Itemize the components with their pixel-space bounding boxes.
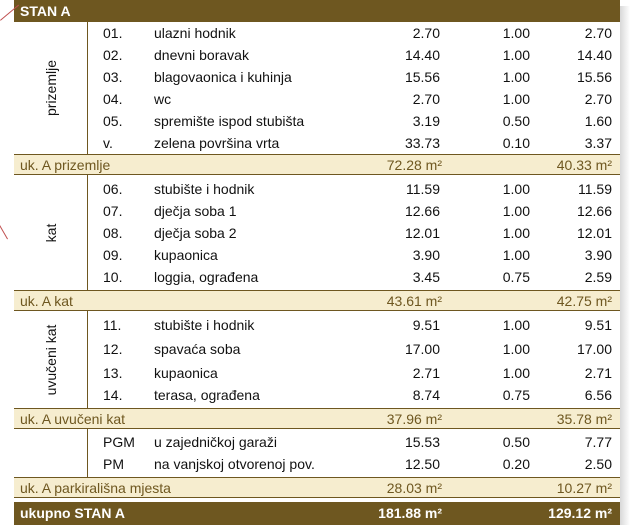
- room-total: 2.70: [584, 91, 612, 107]
- row-number: 13.: [103, 365, 123, 381]
- room-area: 2.71: [412, 365, 440, 381]
- room-name: spremište ispod stubišta: [154, 113, 305, 129]
- room-coefficient: 1.00: [502, 181, 530, 197]
- room-name: spavaća soba: [154, 341, 241, 357]
- section-label-text: prizemlje: [42, 59, 59, 117]
- row-number: 11.: [103, 317, 122, 333]
- room-area: 33.73: [404, 135, 440, 151]
- subtotal-total: 35.78 m²: [556, 411, 612, 427]
- room-total: 2.50: [584, 456, 612, 472]
- room-coefficient: 0.75: [502, 387, 530, 403]
- row-number: 02.: [103, 47, 123, 63]
- room-coefficient: 1.00: [502, 317, 530, 333]
- room-total: 3.37: [584, 135, 612, 151]
- room-total: 14.40: [576, 47, 612, 63]
- subtotal-label: uk. A prizemlje: [20, 157, 111, 173]
- room-name: dnevni boravak: [154, 47, 249, 63]
- room-name: wc: [154, 91, 172, 107]
- table-row: [88, 384, 620, 406]
- room-area-table: [14, 0, 620, 525]
- section-label-prizemlje: [14, 22, 88, 154]
- subtotal-total: 10.27 m²: [556, 480, 612, 496]
- room-area: 12.01: [404, 225, 440, 241]
- section-label-parking: [14, 429, 88, 477]
- row-number: 04.: [103, 91, 123, 107]
- room-area: 2.70: [412, 91, 440, 107]
- room-coefficient: 1.00: [502, 91, 530, 107]
- row-number: 05.: [103, 113, 123, 129]
- subtotal-total: 40.33 m²: [556, 157, 612, 173]
- table-row: [88, 314, 620, 336]
- grand-total-label: ukupno STAN A: [20, 505, 125, 521]
- row-number: 10.: [103, 269, 123, 285]
- room-total: 12.01: [576, 225, 612, 241]
- room-name: ulazni hodnik: [154, 25, 236, 41]
- subtotal-row-prizemlje: [14, 154, 620, 175]
- table-row: [88, 66, 620, 88]
- table-row: [88, 110, 620, 132]
- row-number: 08.: [103, 225, 123, 241]
- room-area: 15.53: [404, 434, 440, 450]
- room-name: stubište i hodnik: [154, 317, 255, 333]
- row-number: 03.: [103, 69, 123, 85]
- row-number: 06.: [103, 181, 123, 197]
- room-total: 12.66: [576, 203, 612, 219]
- room-coefficient: 1.00: [502, 47, 530, 63]
- leader-line: [0, 225, 8, 239]
- subtotal-area: 43.61 m²: [386, 293, 442, 309]
- subtotal-area: 28.03 m²: [386, 480, 442, 496]
- room-area: 14.40: [404, 47, 440, 63]
- room-coefficient: 1.00: [502, 225, 530, 241]
- room-coefficient: 1.00: [502, 341, 530, 357]
- table-row: [88, 266, 620, 288]
- room-name: kupaonica: [154, 247, 218, 263]
- room-area: 3.19: [412, 113, 440, 129]
- section-label-uvuceni-kat: [14, 311, 88, 408]
- room-name: dječja soba 1: [154, 203, 237, 219]
- room-coefficient: 0.20: [502, 456, 530, 472]
- table-row: [88, 88, 620, 110]
- section-label-text: uvučeni kat: [42, 324, 59, 395]
- room-area: 8.74: [412, 387, 440, 403]
- subtotal-label: uk. A parkirališna mjesta: [20, 480, 171, 496]
- room-total: 2.70: [584, 25, 612, 41]
- room-area: 3.90: [412, 247, 440, 263]
- room-coefficient: 0.50: [502, 113, 530, 129]
- row-number: 14.: [103, 387, 123, 403]
- table-row: [88, 200, 620, 222]
- row-number: v.: [103, 135, 113, 151]
- room-total: 2.59: [584, 269, 612, 285]
- section-label-kat: [14, 175, 88, 290]
- room-coefficient: 1.00: [502, 69, 530, 85]
- section-label-text: kat: [42, 223, 59, 242]
- table-row: [88, 22, 620, 44]
- room-total: 9.51: [584, 317, 612, 333]
- subtotal-total: 42.75 m²: [556, 293, 612, 309]
- room-name: blagovaonica i kuhinja: [154, 69, 292, 85]
- table-row: [88, 362, 620, 384]
- room-total: 7.77: [584, 434, 612, 450]
- room-total: 11.59: [578, 181, 612, 197]
- room-area: 15.56: [404, 69, 440, 85]
- room-area: 2.70: [412, 25, 440, 41]
- table-row: [88, 431, 620, 453]
- room-coefficient: 0.10: [502, 135, 530, 151]
- row-number: PM: [103, 456, 124, 472]
- room-total: 2.71: [584, 365, 612, 381]
- subtotal-label: uk. A kat: [20, 293, 73, 309]
- table-row: [88, 44, 620, 66]
- room-name: kupaonica: [154, 365, 218, 381]
- room-coefficient: 1.00: [502, 25, 530, 41]
- room-total: 6.56: [584, 387, 612, 403]
- grand-total-sum: 129.12 m²: [548, 505, 612, 521]
- subtotal-row-uvuceni-kat: [14, 408, 620, 429]
- grand-total-area: 181.88 m²: [378, 505, 442, 521]
- row-number: 12.: [103, 341, 123, 357]
- grand-total-row: [14, 502, 620, 525]
- room-area: 12.50: [404, 456, 440, 472]
- room-total: 3.90: [584, 247, 612, 263]
- room-coefficient: 1.00: [502, 203, 530, 219]
- subtotal-row-kat: [14, 290, 620, 311]
- room-name: terasa, ograđena: [154, 387, 260, 403]
- room-name: na vanjskoj otvorenoj pov.: [154, 456, 315, 472]
- room-name: dječja soba 2: [154, 225, 237, 241]
- table-row: [88, 132, 620, 154]
- room-total: 17.00: [576, 341, 612, 357]
- subtotal-label: uk. A uvučeni kat: [20, 411, 126, 427]
- row-number: 01.: [103, 25, 123, 41]
- room-area: 17.00: [404, 341, 440, 357]
- subtotal-area: 72.28 m²: [386, 157, 442, 173]
- room-coefficient: 1.00: [502, 247, 530, 263]
- table-row: [88, 178, 620, 200]
- room-coefficient: 1.00: [502, 365, 530, 381]
- room-name: zelena površina vrta: [154, 135, 280, 151]
- room-name: loggia, ograđena: [154, 269, 259, 285]
- row-number: 07.: [103, 203, 123, 219]
- table-row: [88, 338, 620, 360]
- room-area: 11.59: [406, 181, 440, 197]
- page-shadow: [620, 6, 630, 525]
- room-total: 1.60: [584, 113, 612, 129]
- row-number: 09.: [103, 247, 123, 263]
- room-total: 15.56: [576, 69, 612, 85]
- subtotal-row-parking: [14, 477, 620, 498]
- room-coefficient: 0.50: [502, 434, 530, 450]
- table-row: [88, 453, 620, 475]
- room-area: 12.66: [404, 203, 440, 219]
- room-name: u zajedničkoj garaži: [154, 434, 277, 450]
- room-area: 3.45: [412, 269, 440, 285]
- room-area: 9.51: [412, 317, 440, 333]
- subtotal-area: 37.96 m²: [386, 411, 442, 427]
- table-row: [88, 222, 620, 244]
- table-row: [88, 244, 620, 266]
- table-title: STAN A: [14, 0, 620, 22]
- room-coefficient: 0.75: [502, 269, 530, 285]
- room-name: stubište i hodnik: [154, 181, 255, 197]
- row-number: PGM: [103, 434, 135, 450]
